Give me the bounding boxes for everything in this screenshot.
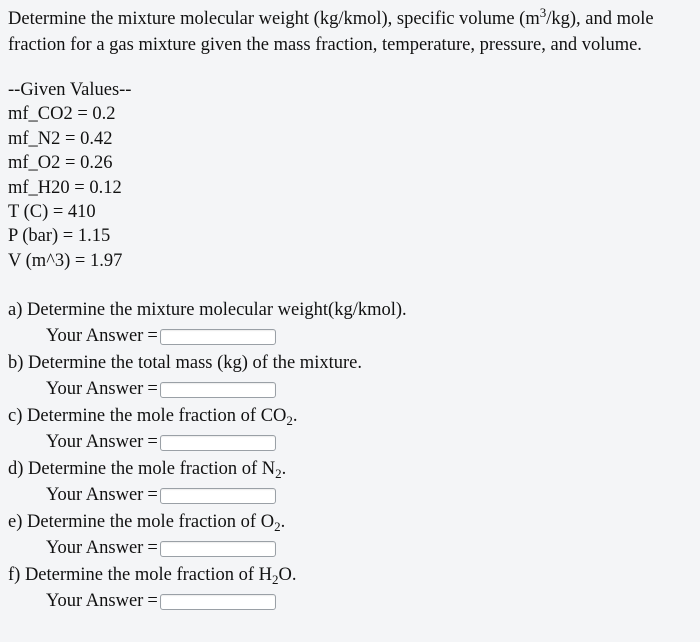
given-line: T (C) = 410 [8, 202, 96, 223]
answer-input-f[interactable] [160, 594, 276, 610]
question-text: f) Determine the mole fraction of H [8, 565, 273, 586]
equals-sign: = [147, 326, 158, 347]
question-text: d) Determine the mole fraction of N [8, 459, 276, 480]
question-text: a) Determine the mixture molecular weight(kg/kmol). [8, 300, 407, 321]
given-line: P (bar) = 1.15 [8, 226, 111, 247]
equals-sign: = [147, 432, 158, 453]
answer-input-c[interactable] [160, 435, 276, 451]
answer-input-a[interactable] [160, 329, 276, 345]
answer-row-d [8, 482, 692, 509]
answer-row-b [8, 376, 692, 403]
question-text: c) Determine the mole fraction of CO [8, 406, 287, 427]
answer-label: Your Answer [46, 485, 144, 506]
question-subscript: 2 [286, 413, 293, 429]
answer-row-a [8, 323, 692, 350]
question-b [8, 350, 692, 376]
answer-label: Your Answer [46, 379, 144, 400]
answer-row-f [8, 588, 692, 615]
equals-sign: = [147, 591, 158, 612]
answer-label: Your Answer [46, 538, 144, 559]
given-line: mf_H20 = 0.12 [8, 177, 122, 198]
question-suffix: O. [278, 565, 297, 586]
answer-input-b[interactable] [160, 382, 276, 398]
question-f [8, 562, 692, 588]
given-line: mf_N2 = 0.42 [8, 128, 113, 149]
answer-label: Your Answer [46, 432, 144, 453]
given-line: V (m^3) = 1.97 [8, 250, 123, 271]
answer-label: Your Answer [46, 326, 144, 347]
given-header: --Given Values-- [8, 80, 132, 100]
question-subscript: 2 [272, 572, 279, 588]
equals-sign: = [147, 538, 158, 559]
problem-statement [8, 6, 688, 58]
answer-label: Your Answer [46, 591, 144, 612]
question-suffix: . [280, 512, 286, 533]
question-suffix: . [281, 459, 287, 480]
equals-sign: = [147, 379, 158, 400]
intro-text-1: Determine the mixture molecular weight (kg/kmol), specific volume (m [8, 9, 540, 29]
question-c [8, 403, 692, 429]
answer-row-e [8, 535, 692, 562]
question-suffix: . [292, 406, 298, 427]
question-text: b) Determine the total mass (kg) of the mixture. [8, 353, 362, 374]
intro-text-2: /kg), and mole fraction for a gas mixture given the mass fraction, temperature, pressure, and volume. [8, 9, 654, 55]
given-line: mf_O2 = 0.26 [8, 153, 113, 174]
given-line: mf_CO2 = 0.2 [8, 104, 116, 125]
question-subscript: 2 [275, 466, 282, 482]
question-a [8, 297, 692, 323]
answer-input-d[interactable] [160, 488, 276, 504]
answer-row-c [8, 429, 692, 456]
question-e [8, 509, 692, 535]
question-list [8, 297, 692, 615]
intro-superscript: 3 [539, 5, 547, 20]
question-d [8, 456, 692, 482]
question-subscript: 2 [274, 519, 281, 535]
equals-sign: = [147, 485, 158, 506]
question-text: e) Determine the mole fraction of O [8, 512, 275, 533]
given-values [8, 78, 692, 273]
answer-input-e[interactable] [160, 541, 276, 557]
